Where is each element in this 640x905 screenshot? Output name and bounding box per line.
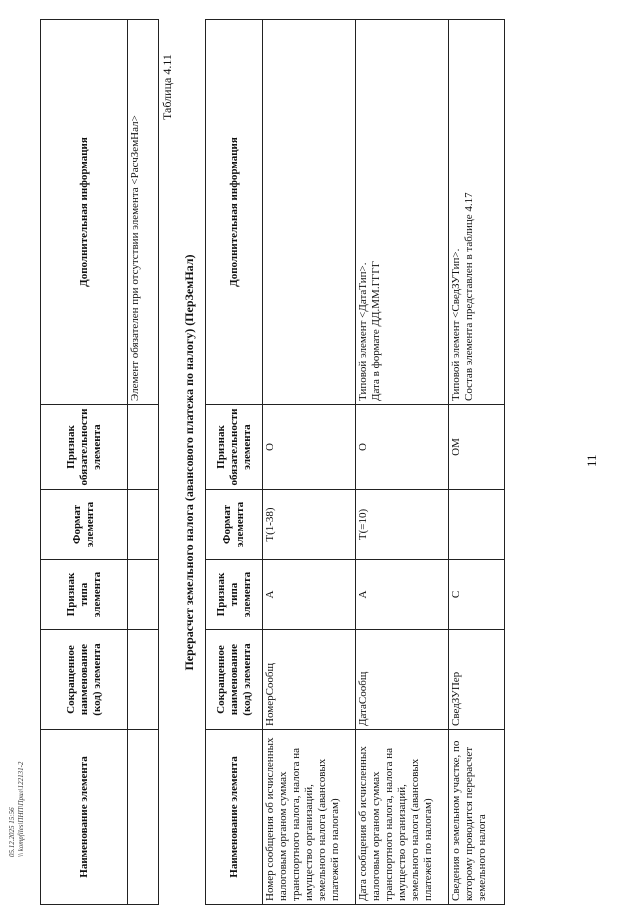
stamp-date: 05.12.2025 15:56 xyxy=(8,807,16,857)
table-row xyxy=(449,20,505,905)
header-type: Признак типа элемента xyxy=(206,560,263,630)
cell-format xyxy=(449,490,505,560)
header-required: Признак обязательности элемента xyxy=(41,405,128,490)
page-number: 11 xyxy=(584,454,599,467)
table-4-11 xyxy=(205,19,505,905)
cell-info: Типовой элемент <СведЗУТип>. Состав элемента представлен в таблице 4.17 xyxy=(449,20,505,405)
cell-required: ОМ xyxy=(449,405,505,490)
table-row xyxy=(263,20,356,905)
cell-required xyxy=(128,405,159,490)
cell-name xyxy=(128,730,159,905)
header-name: Наименование элемента xyxy=(41,730,128,905)
cell-format: T(1-38) xyxy=(263,490,356,560)
header-info: Дополнительная информация xyxy=(206,20,263,405)
stamp-path: \\ kompfiles\ПНП\Прил\122131-2 xyxy=(17,761,25,857)
cell-code: СведЗУПер xyxy=(449,630,505,730)
cell-required: О xyxy=(263,405,356,490)
cell-name: Номер сообщения об исчисленных налоговым органом суммах транспортного налога, налога на имущество организаций, земельного налога (авансовых платежей по налогам) xyxy=(263,730,356,905)
cell-code: НомерСообщ xyxy=(263,630,356,730)
previous-table-continuation xyxy=(40,19,159,905)
table-header-row xyxy=(41,20,128,905)
header-type: Признак типа элемента xyxy=(41,560,128,630)
cell-required: О xyxy=(356,405,449,490)
header-format: Формат элемента xyxy=(41,490,128,560)
footer-stamp xyxy=(8,762,26,857)
header-format: Формат элемента xyxy=(206,490,263,560)
header-required: Признак обязательности элемента xyxy=(206,405,263,490)
table-label: Таблица 4.11 xyxy=(160,54,174,120)
cell-name: Дата сообщения об исчисленных налоговым органом суммах транспортного налога, налога на имущество организаций, земельного налога (авансовых платежей по налогам) xyxy=(356,730,449,905)
table-row xyxy=(356,20,449,905)
table-header-row xyxy=(206,20,263,905)
cell-format: T(=10) xyxy=(356,490,449,560)
cell-name: Сведения о земельном участке, по которому проводится перерасчет земельного налога xyxy=(449,730,505,905)
cell-info: Типовой элемент <ДатаТип>. Дата в формате ДД.ММ.ГГГГ xyxy=(356,20,449,405)
cell-format xyxy=(128,490,159,560)
table-row xyxy=(128,20,159,905)
header-name: Наименование элемента xyxy=(206,730,263,905)
cell-code: ДатаСообщ xyxy=(356,630,449,730)
cell-type xyxy=(128,560,159,630)
cell-info xyxy=(263,20,356,405)
cell-info: Элемент обязателен при отсутствии элемента <РасчЗемНал> xyxy=(128,20,159,405)
header-code: Сокращенное наименование (код) элемента xyxy=(206,630,263,730)
header-code: Сокращенное наименование (код) элемента xyxy=(41,630,128,730)
table-title: Перерасчет земельного налога (авансового платежа по налогу) (ПерЗемНал) xyxy=(182,254,196,671)
cell-type: А xyxy=(263,560,356,630)
cell-code xyxy=(128,630,159,730)
header-info: Дополнительная информация xyxy=(41,20,128,405)
cell-type: С xyxy=(449,560,505,630)
cell-type: А xyxy=(356,560,449,630)
